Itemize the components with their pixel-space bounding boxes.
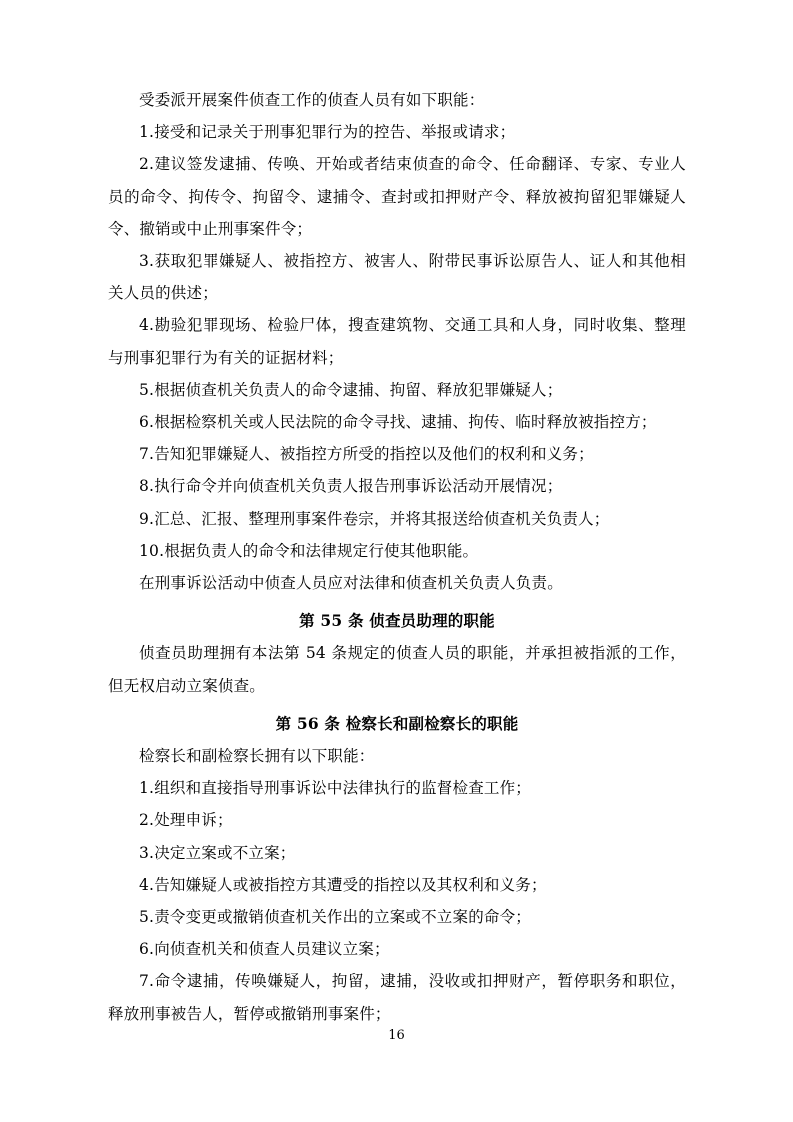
paragraph: 在刑事诉讼活动中侦查人员应对法律和侦查机关负责人负责。 (139, 574, 563, 593)
paragraph: 3.获取犯罪嫌疑人、被指控方、被害人、附带民事诉讼原告人、证人和其他相关人员的供述； (108, 252, 686, 303)
paragraph: 受委派开展案件侦查工作的侦查人员有如下职能： (139, 91, 485, 109)
paragraph: 5.责令变更或撤销侦查机关作出的立案或不立案的命令； (139, 908, 531, 927)
paragraph: 1.接受和记录关于刑事犯罪行为的控告、举报或请求； (139, 123, 516, 142)
page-content (108, 84, 686, 1030)
paragraph: 侦查员助理拥有本法第 54 条规定的侦查人员的职能，并承担被指派的工作，但无权启动立案侦查。 (108, 644, 686, 695)
paragraph: 6.向侦查机关和侦查人员建议立案； (139, 940, 390, 959)
paragraph: 9.汇总、汇报、整理刑事案件卷宗，并将其报送给侦查机关负责人； (139, 509, 610, 528)
paragraph: 检察长和副检察长拥有以下职能： (139, 747, 375, 766)
paragraph: 4.勘验犯罪现场、检验尸体，搜查建筑物、交通工具和人身，同时收集、整理与刑事犯罪行为有关的证据材料； (108, 316, 686, 367)
paragraph: 7.告知犯罪嫌疑人、被指控方所受的指控以及他们的权利和义务； (139, 445, 594, 464)
section-heading-article-56: 第 56 条 检察长和副检察长的职能 (275, 713, 519, 733)
section-heading-article-55: 第 55 条 侦查员助理的职能 (299, 611, 495, 631)
paragraph: 7.命令逮捕，传唤嫌疑人，拘留，逮捕，没收或扣押财产，暂停职务和职位，释放刑事被告人，暂停或撤销刑事案件； (108, 972, 686, 1023)
paragraph: 1.组织和直接指导刑事诉讼中法律执行的监督检查工作； (139, 779, 531, 798)
paragraph: 3.决定立案或不立案； (139, 843, 296, 862)
paragraph: 8.执行命令并向侦查机关负责人报告刑事诉讼活动开展情况； (139, 477, 563, 496)
paragraph: 6.根据检察机关或人民法院的命令寻找、逮捕、拘传、临时释放被指控方； (139, 413, 657, 432)
paragraph: 4.告知嫌疑人或被指控方其遭受的指控以及其权利和义务； (139, 875, 547, 894)
paragraph: 5.根据侦查机关负责人的命令逮捕、拘留、释放犯罪嫌疑人； (139, 380, 563, 399)
paragraph: 2.建议签发逮捕、传唤、开始或者结束侦查的命令、任命翻译、专家、专业人员的命令、拘传令、拘留令、逮捕令、查封或扣押财产令、释放被拘留犯罪嫌疑人令、撤销或中止刑事案件令； (108, 155, 686, 238)
paragraph: 2.处理申诉； (139, 811, 233, 830)
paragraph: 10.根据负责人的命令和法律规定行使其他职能。 (139, 541, 479, 560)
page-number: 16 (388, 1028, 405, 1043)
